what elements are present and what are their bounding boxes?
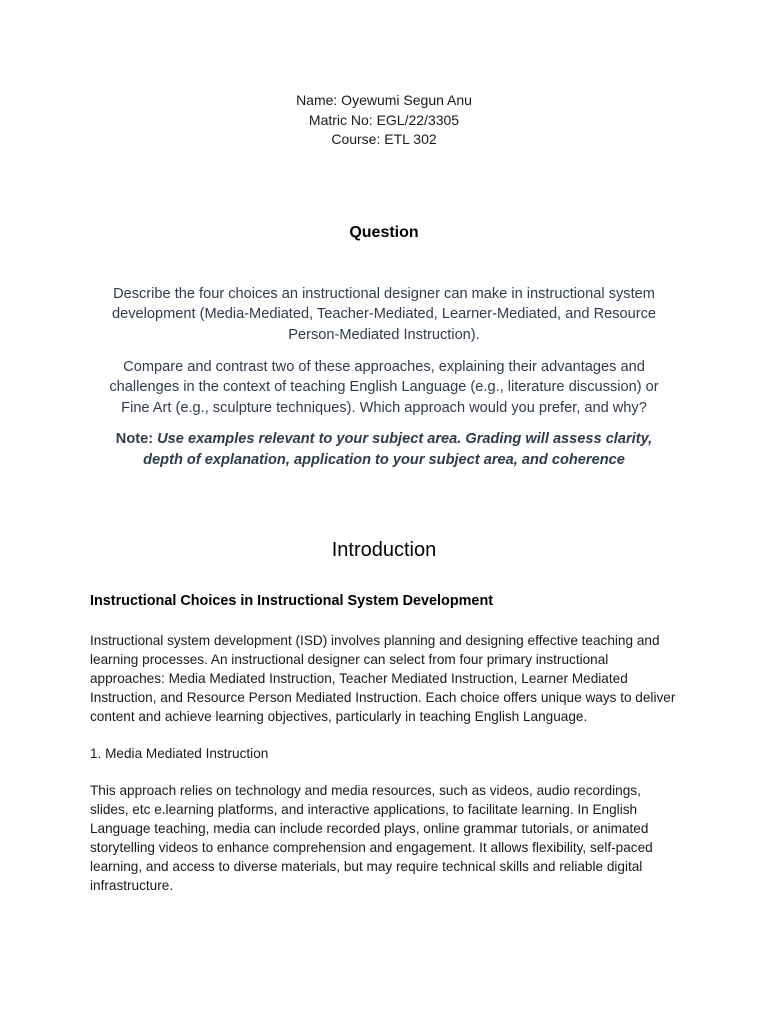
question-paragraph-1: Describe the four choices an instructional designer can make in instructional system development (Media-Mediated, Teacher-Mediated, Learner-Mediated, and Resource Person-Mediated Instruction). [111,286,657,343]
media-mediated-subheading: 1. Media Mediated Instruction [90,746,269,761]
question-note [95,429,673,470]
media-mediated-paragraph: This approach relies on technology and media resources, such as videos, audio recordings, slides, etc e.learning platforms, and interactive applications, to facilitate learning. In English Language teaching, media can include recorded plays, online grammar tutorials, or animated storytelling videos to enhance comprehension and engagement. It allows flexibility, self-paced learning, and access to diverse materials, but may require technical skills and reliable digital infrastructure. [90,783,653,893]
note-label: Note: [115,431,154,448]
question-body [95,284,673,482]
question-heading: Question [349,224,419,241]
matric-number: Matric No: EGL/22/3305 [308,111,460,128]
course-code: Course: ETL 302 [331,131,437,147]
note-text: Use examples relevant to your subject area. Grading will assess clarity, depth of explanation, application to your subject area, and coherence [143,431,653,468]
student-name: Name: Oyewumi Segun Anu [296,92,472,108]
introduction-heading: Introduction [331,539,437,561]
isd-paragraph: Instructional system development (ISD) involves planning and designing effective teaching and learning processes. An instructional designer can select from four primary instructional approaches: Media Mediated Instruction, Teacher Mediated Instruction, Learner Mediated Instruction, and Resource Person Mediated Instruction. Each choice offers unique ways to deliver content and achieve learning objectives, particularly in teaching English Language. [90,633,676,724]
student-info [0,91,768,150]
section-heading: Instructional Choices in Instructional System Development [90,593,494,609]
question-paragraph-2: Compare and contrast two of these approaches, explaining their advantages and challenges in the context of teaching English Language (e.g., literature discussion) or Fine Art (e.g., sculpture techniques). Which approach would you prefer, and why? [109,358,659,416]
